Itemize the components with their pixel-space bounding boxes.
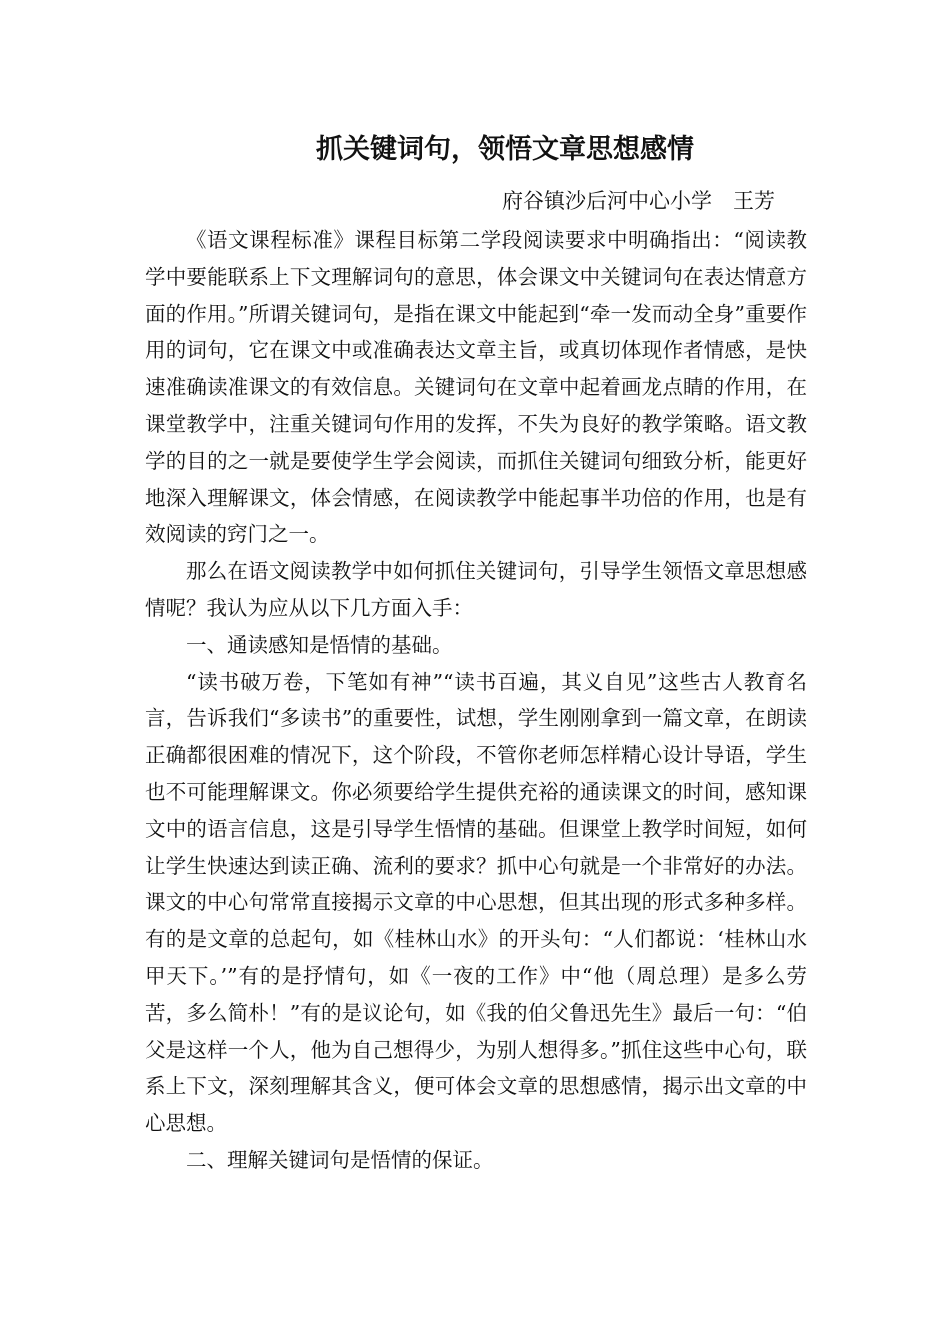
- author-line: 府谷镇沙后河中心小学 王芳: [502, 189, 775, 213]
- document-title: 抓关键词句，领悟文章思想感情: [316, 134, 694, 165]
- paragraph-question: 那么在语文阅读教学中如何抓住关键词句，引导学生领悟文章思想感情呢？我认为应从以下几方面入手：: [145, 559, 807, 620]
- paragraph-intro: 《语文课程标准》课程目标第二学段阅读要求中明确指出：“阅读教学中要能联系上下文理解词句的意思，体会课文中关键词句在表达情意方面的作用。”所谓关键词句，是指在课文中能起到“牵一发而动全身”重要作用的词句，它在课文中或准确表达文章主旨，或真切体现作者情感，是快速准确读准课文的有效信息。关键词句在文章中起着画龙点睛的作用，在课堂教学中，注重关键词句作用的发挥，不失为良好的教学策略。语文教学的目的之一就是要使学生学会阅读，而抓住关键词句细致分析，能更好地深入理解课文，体会情感，在阅读教学中能起事半功倍的作用，也是有效阅读的窍门之一。: [145, 228, 807, 547]
- section-heading-2: 二、理解关键词句是悟情的保证。: [186, 1147, 494, 1172]
- section-heading-1: 一、通读感知是悟情的基础。: [186, 632, 453, 657]
- paragraph-section-1: “读书破万卷，下笔如有神”“读书百遍，其义自见”这些古人教育名言，告诉我们“多读书”的重要性，试想，学生刚刚拿到一篇文章，在朗读正确都很困难的情况下，这个阶段，不管你老师怎样精心设计导语，学生也不可能理解课文。你必须要给学生提供充裕的通读课文的时间，感知课文中的语言信息，这是引导学生悟情的基础。但课堂上教学时间短，如何让学生快速达到读正确、流利的要求？抓中心句就是一个非常好的办法。课文的中心句常常直接揭示文章的中心思想，但其出现的形式多种多样。有的是文章的总起句，如《桂林山水》的开头句：“人们都说：‘桂林山水甲天下。’”有的是抒情句，如《一夜的工作》中“他（周总理）是多么劳苦，多么简朴！”有的是议论句，如《我的伯父鲁迅先生》最后一句：“伯父是这样一个人，他为自己想得少，为别人想得多。”抓住这些中心句，联系上下文，深刻理解其含义，便可体会文章的思想感情，揭示出文章的中心思想。: [145, 669, 807, 1136]
- document-body: [145, 222, 807, 1179]
